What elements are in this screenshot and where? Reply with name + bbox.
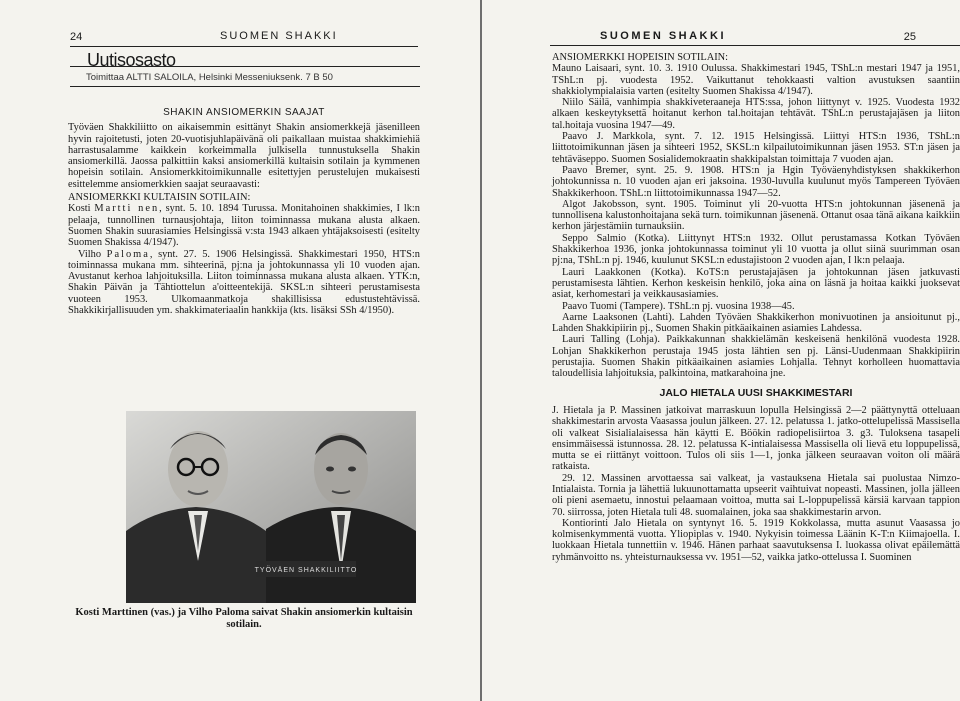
page-number: 24	[70, 31, 83, 43]
right-page	[482, 0, 960, 701]
recipient-surname: Martti nen	[94, 203, 160, 215]
article-title: JALO HIETALA UUSI SHAKKIMESTARI	[659, 386, 853, 399]
silver-recipient: Paavo Tuomi (Tampere). TShL:n pj. vuosina 1938—45.	[562, 300, 795, 312]
silver-recipient: Paavo Bremer, synt. 25. 9. 1908. HTS:n ja Hgin Työväenyhdistyksen shakkikerhon johtokunnissa n. 10 vuoden ajan eri jaksoina. 1930-luvulla kuulunut myös Tampereen Työväen Shakkikerhoon. TShL:n liittotoimikunnassa 1947—52.	[552, 164, 960, 199]
gold-recipient	[68, 203, 420, 248]
header-rule	[550, 45, 960, 46]
silver-recipient: Seppo Salmio (Kotka). Liittynyt HTS:n 1932. Ollut perustamassa Kotkan Työväen Shakkikerhoa 1936, jonka johtokunnassa toiminut yli 10 vuotta ja ollut siinä suurimman osan pj:na, TShL:n pj. 1946, kuulunut SKSL:n edustajistoon 2 vuoden ajan, I lk:n pelaaja.	[552, 232, 960, 267]
award-photo	[126, 411, 416, 603]
photo-illustration	[126, 411, 416, 603]
gold-recipient	[68, 249, 420, 317]
left-column	[68, 107, 420, 316]
recipient-surname: Paloma	[106, 248, 150, 260]
silver-recipient: Algot Jakobsson, synt. 1905. Toiminut yli 20-vuotta HTS:n johtokunnan jäsenenä ja tunnollisena kalustonhoitajana sekä turn. toimikunnan jäsenenä. Ottanut osaa tänä aikana kaikkiin kerhon järjestämiin turnauksiin.	[552, 198, 960, 233]
recipient-first-name: Kosti	[68, 203, 95, 215]
recipient-text: , synt. 27. 5. 1906 Helsingissä. Shakkimestari 1950, HTS:n toiminnassa mukana mm. sihteerinä, pj:na ja johtokunnassa yli 10 vuoden ajan. Avustanut kerhoa lahjoituksilla. Liiton toiminnassa mukana alusta alkaen. YTK:n, Shakin Päivän ja Tähtiottelun a'oitteentekijä. SKSL:n sihteeri perustamisesta vuoteen 1953. Ulkomaanmatkoja shakillisissa edustustehtävissä. Shakkikirjallisuuden ym. shakkimateriaalin hankkija (kts. lisäksi SSh 4/1950).	[68, 248, 420, 317]
photo-banner: TYÖVÄEN SHAKKILIITTO	[254, 567, 358, 574]
photo-caption: Kosti Marttinen (vas.) ja Vilho Paloma saivat Shakin ansiomerkin kultaisin sotilain.	[75, 607, 413, 630]
article-paragraph: 29. 12. Massinen arvottaessa sai valkeat, ja vastauksena Hietala sai puolustaa Nimzo-Intialaista. Tornia ja lähettiä lukuunottamatta upseerit vaihtuivat nopeasti. Massinen, jolla jälleen oli pieni asemaetu, innostui pelaamaan voittoa, mutta sai L-loppupelissä kärsiä karvaan tappion 70. siirrossa, joten Hietala tuli 48. suomalainen, joka saa shakkimestarin arvon.	[552, 472, 960, 518]
silver-recipient: Aarne Laaksonen (Lahti). Lahden Työväen Shakkikerhon monivuotinen ja ansioitunut pj., Lahden Shakkipiirin pj., Suomen Shakin pitkäaikainen asiamies Lahdessa.	[552, 311, 960, 335]
silver-heading: ANSIOMERKKI HOPEISIN SOTILAIN:	[552, 52, 729, 63]
article-paragraph: Kontiorinti Jalo Hietala on syntynyt 16. 5. 1919 Kokkolassa, mutta asunut Vaasassa jo kolmisenkymmentä vuotta. Yliopiplas v. 1940. Nykyisin toimessa Läänin K-T:n Kiimajoella. I. luokkaan Hietala tunnettiin v. 1946. Hänen parhaat saavutuksensa I. luokassa olivat epäilemättä ryhmänvoitto ns. yhteisturnauksessa vv. 1951—52, vaikka jatko-ottelussa I. Suominen	[552, 517, 960, 563]
silver-recipient: Lauri Laakkonen (Kotka). KoTS:n perustajajäsen ja johtokunnan jäsen jatkuvasti perustamisesta lähtien. Kerhon keskeisin henkilö, joka aina on läsnä ja hoitaa kaikki juoksevat asiat, kerhomestari ja veikkausasiamies.	[552, 266, 960, 301]
header-rule	[70, 46, 418, 47]
silver-recipient: Paavo J. Markkola, synt. 7. 12. 1915 Helsingissä. Liittyi HTS:n 1936, TShL:n liittotoimikunnan jäsen ja sihteeri 1952, SKSL:n kilpailutoimikunnan jäsen 1953. ST:n jäsen ja tehtäväseppo. Suomen Sosialidemokraatin shakkipalstan toimittaja 7 vuoden ajan.	[552, 131, 960, 165]
right-column	[552, 52, 960, 563]
running-head: SUOMEN SHAKKI	[220, 30, 338, 42]
section-title: SHAKIN ANSIOMERKIN SAAJAT	[163, 107, 325, 118]
intro-paragraph: Työväen Shakkiliitto on aikaisemmin esittänyt Shakin ansiomerkkejä jäsenilleen hyvin rajoitetusti, joten 20-vuotisjuhlapäivänä oli paikallaan muistaa shakkimiehiä harrastusalamme kaikkein korkeimmalla julkisella tunnustuksella Shakin ansiomerkillä. Jaossa palkittiin kaksi ansiomerkillä kultaisin sotilain ja kymmenen hopeisin sotilain. Ansiomerkkitoimikunnalle esitettyjen perustelujen mukaisesti esittelemme ansiomerkkien saajat seuraavasti:	[68, 122, 420, 190]
banner-rule-bottom	[70, 86, 420, 87]
silver-recipient: Niilo Säilä, vanhimpia shakkiveteraaneja HTS:ssa, johon liittynyt v. 1925. Vuodesta 1932 alkaen keskeytyksettä hoitanut kerhon tal.hoitajan tehtävät. TShL:n perustajajäsen ja liiton tal.hoitaja vuosina 1947—49.	[552, 97, 960, 131]
banner-title: Uutisosasto	[87, 50, 176, 70]
page-number: 25	[903, 31, 916, 43]
silver-recipient: Lauri Talling (Lohja). Paikkakunnan shakkielämän keskeisenä henkilönä vuodesta 1928. Lohjan Shakkikerhon perustaja 1945 josta lähtien sen pj. Länsi-Uudenmaan Shakkipiirin perustajia. Suomen Shakin pitkäaikainen asiamies Lohjalla. Tehnyt korholleen huomattavia taloudellisia lahjoituksia, palkintoina, matkarahoina jne.	[552, 334, 960, 380]
silver-recipient: Mauno Laisaari, synt. 10. 3. 1910 Oulussa. Shakkimestari 1945, TShL:n mestari 1947 ja 1951, TShL:n pj. vuodesta 1952. Vaikuttanut tehokkaasti valtion avustuksen saantiin shakkiolympialaisia varten (esitelty Suomen Shakissa 4/1947).	[552, 63, 960, 97]
recipient-text: , synt. 5. 10. 1894 Turussa. Monitahoinen shakkimies, I lk:n pelaaja, tunnollinen turnausjohtaja, liiton toiminnassa mukana alusta alkaen. Suomen Shakin suurasiamies Helsingissä v:sta 1943 alkaen yhtäjaksoisesti (esitelty Suomen Shakissa 4/1947).	[68, 203, 420, 249]
news-section-banner	[70, 50, 420, 88]
article-paragraph: J. Hietala ja P. Massinen jatkoivat marraskuun lopulla Helsingissä 2—2 päättynyttä otteluaan shakkimestarin arvosta Vaasassa joulun jälkeen. 27. 12. pelatussa 1. jatko-ottelupelissä Massisella oli valkeat Sisialialaisessa hän käytti E. Böökin radiopelisiirtoa 3. g3. Tuloksena tasapeli ensimmäisessä istunnossa. 28. 12. pelatussa K-intialaisessa Massisella oli lievä etu loppupelissä, mutta se ei riittänyt voittoon. Tulos oli siis 1—1, jonka jälkeen seuraavan voiton oli määrä ratkaista.	[552, 404, 960, 473]
running-head: SUOMEN SHAKKI	[600, 30, 727, 42]
banner-text: Toimittaa ALTTI SALOILA, Helsinki Messeniuksenk. 7 B 50	[86, 72, 333, 83]
gold-heading: ANSIOMERKKI KULTAISIN SOTILAIN:	[68, 192, 251, 204]
recipient-first-name: Vilho	[78, 248, 107, 260]
